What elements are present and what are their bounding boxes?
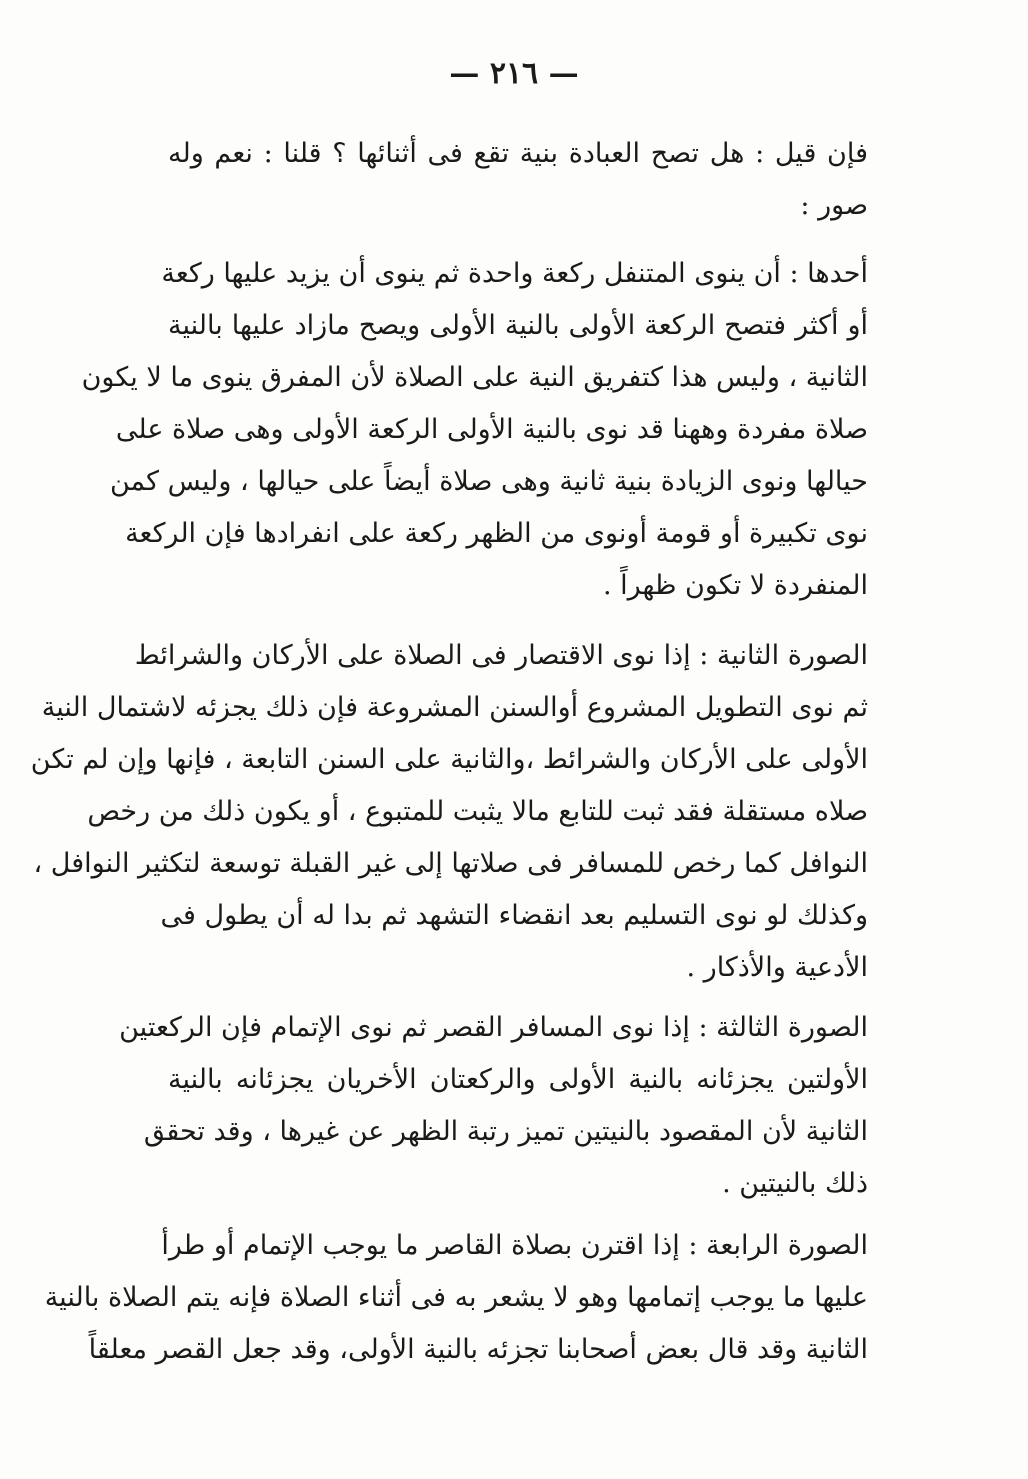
text-line: عليها ما يوجب إتمامها وهو لا يشعر به فى أثناء الصلاة فإنه يتم الصلاة بالنية bbox=[44, 1282, 868, 1313]
paragraph-case-four bbox=[44, 1220, 868, 1376]
text-line: وكذلك لو نوى التسليم بعد انقضاء التشهد ثم بدا له أن يطول فى bbox=[160, 900, 868, 931]
page-number: — ٢١٦ — bbox=[449, 56, 579, 91]
text-line: صور : bbox=[800, 190, 868, 221]
text-line: الأدعية والأذكار . bbox=[686, 952, 868, 983]
text-line: صلاه مستقلة فقد ثبت للتابع مالا يثبت للمتبوع ، أو يكون ذلك من رخص bbox=[87, 796, 868, 827]
text-line: أحدها : أن ينوى المتنفل ركعة واحدة ثم ينوى أن يزيد عليها ركعة bbox=[161, 258, 868, 289]
text-line: الصورة الرابعة : إذا اقترن بصلاة القاصر ما يوجب الإتمام أو طرأ bbox=[161, 1230, 868, 1261]
text-line: الأولى على الأركان والشرائط ،والثانية على السنن التابعة ، فإنها وإن لم تكن bbox=[30, 744, 868, 775]
text-line: ثم نوى التطويل المشروع أوالسنن المشروعة فإن ذلك يجزئه لاشتمال النية bbox=[41, 692, 868, 723]
text-line: نوى تكبيرة أو قومة أونوى من الظهر ركعة على انفرادها فإن الركعة bbox=[125, 518, 868, 549]
text-line: أو أكثر فتصح الركعة الأولى بالنية الأولى ويصح مازاد عليها بالنية bbox=[168, 310, 868, 341]
text-line: حيالها ونوى الزيادة بنية ثانية وهى صلاة أيضاً على حيالها ، وليس كمن bbox=[110, 466, 868, 497]
text-line: الصورة الثالثة : إذا نوى المسافر القصر ثم نوى الإتمام فإن الركعتين bbox=[119, 1012, 868, 1043]
text-line: الثانية ، وليس هذا كتفريق النية على الصلاة لأن المفرق ينوى ما لا يكون bbox=[81, 362, 868, 393]
text-line: النوافل كما رخص للمسافر فى صلاتها إلى غير القبلة توسعة لتكثير النوافل ، bbox=[33, 848, 868, 879]
paragraph-case-one bbox=[81, 248, 868, 612]
text-line: الثانية وقد قال بعض أصحابنا تجزئه بالنية الأولى، وقد جعل القصر معلقاً bbox=[88, 1334, 868, 1365]
paragraph-case-two bbox=[30, 630, 868, 994]
paragraph-question bbox=[168, 128, 868, 232]
text-line: المنفردة لا تكون ظهراً . bbox=[602, 570, 868, 601]
text-line: الأولتين يجزئانه بالنية الأولى والركعتان الأخريان يجزئانه بالنية bbox=[168, 1064, 868, 1095]
text-line: صلاة مفردة وههنا قد نوى بالنية الأولى الركعة الأولى وهى صلاة على bbox=[115, 414, 868, 445]
text-line: الثانية لأن المقصود بالنيتين تميز رتبة الظهر عن غيرها ، وقد تحقق bbox=[143, 1116, 868, 1147]
text-line: ذلك بالنيتين . bbox=[722, 1168, 868, 1199]
paragraph-case-three bbox=[119, 1002, 868, 1210]
text-line: الصورة الثانية : إذا نوى الاقتصار فى الصلاة على الأركان والشرائط bbox=[134, 640, 868, 671]
text-line: فإن قيل : هل تصح العبادة بنية تقع فى أثنائها ؟ قلنا : نعم وله bbox=[168, 138, 868, 169]
